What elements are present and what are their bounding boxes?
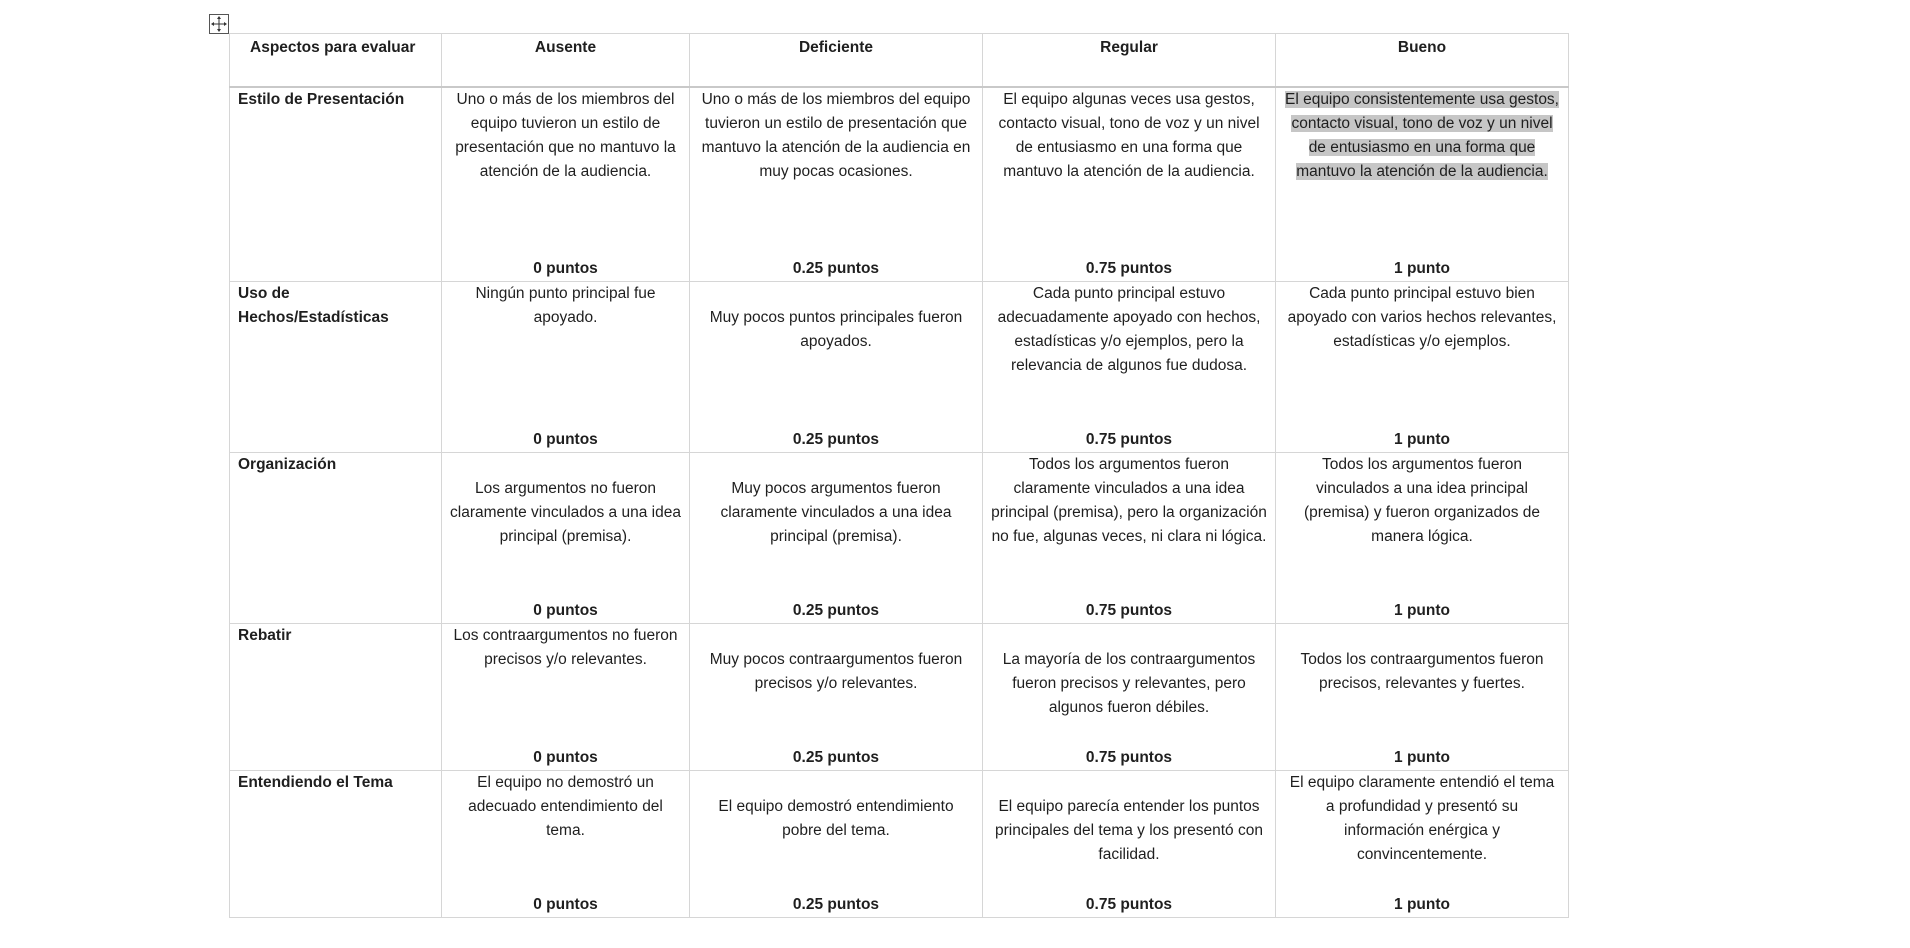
- criterion-text: La mayoría de los contraargumentos fueron precisos y relevantes, pero algunos fueron débiles.: [1002, 651, 1256, 716]
- criterion-text: El equipo no demostró un adecuado entendimiento del tema.: [468, 774, 663, 839]
- points-label: 1 punto: [1394, 896, 1450, 913]
- table-cell[interactable]: [983, 282, 1276, 453]
- table-cell[interactable]: [983, 771, 1276, 918]
- points-label: 0.25 puntos: [792, 602, 880, 619]
- points-label: 1 punto: [1394, 602, 1450, 619]
- criterion-text: El equipo claramente entendió el tema a profundidad y presentó su información enérgica y convincentemente.: [1289, 774, 1555, 863]
- table-cell[interactable]: [442, 624, 690, 771]
- table-cell[interactable]: [690, 624, 983, 771]
- table-cell[interactable]: [230, 624, 442, 771]
- header-deficiente[interactable]: Deficiente: [690, 34, 983, 88]
- points-label: 0 puntos: [533, 749, 598, 766]
- table-cell[interactable]: [690, 282, 983, 453]
- table-row: [230, 771, 1569, 918]
- table-cell[interactable]: [442, 282, 690, 453]
- aspect-label: Entendiendo el Tema: [238, 774, 393, 791]
- criterion-text: Muy pocos argumentos fueron claramente vinculados a una idea principal (premisa).: [720, 480, 952, 545]
- header-ausente[interactable]: Ausente: [442, 34, 690, 88]
- rubric-table: [229, 33, 1569, 918]
- table-row: [230, 87, 1569, 282]
- points-label: 0.25 puntos: [792, 749, 880, 766]
- table-cell[interactable]: [230, 282, 442, 453]
- criterion-text: Todos los contraargumentos fueron precisos, relevantes y fuertes.: [1300, 651, 1544, 692]
- table-cell[interactable]: [1276, 771, 1569, 918]
- criterion-text: Ningún punto principal fue apoyado.: [475, 285, 656, 326]
- points-label: 1 punto: [1394, 749, 1450, 766]
- table-cell[interactable]: [230, 87, 442, 282]
- criterion-text: Cada punto principal estuvo bien apoyado con varios hechos relevantes, estadísticas y/o ejemplos.: [1287, 285, 1557, 350]
- points-label: 0 puntos: [533, 260, 598, 277]
- highlighted-criterion-text[interactable]: El equipo consistentemente usa gestos, contacto visual, tono de voz y un nivel de entusiasmo en una forma que mantuvo la atención de la audiencia.: [1284, 91, 1559, 180]
- table-cell[interactable]: [442, 87, 690, 282]
- points-label: 1 punto: [1394, 431, 1450, 448]
- criterion-text: Los argumentos no fueron claramente vinculados a una idea principal (premisa).: [450, 480, 681, 545]
- table-cell[interactable]: [1276, 624, 1569, 771]
- table-row: [230, 453, 1569, 624]
- table-cell[interactable]: [442, 771, 690, 918]
- table-cell[interactable]: [230, 453, 442, 624]
- table-move-handle-icon[interactable]: [209, 14, 229, 34]
- table-cell[interactable]: [983, 624, 1276, 771]
- table-cell[interactable]: [983, 453, 1276, 624]
- points-label: 0 puntos: [533, 896, 598, 913]
- header-regular[interactable]: Regular: [983, 34, 1276, 88]
- points-label: 0.75 puntos: [1085, 602, 1173, 619]
- points-label: 0.75 puntos: [1085, 431, 1173, 448]
- table-cell[interactable]: [690, 771, 983, 918]
- table-cell[interactable]: [1276, 87, 1569, 282]
- points-label: 0 puntos: [533, 602, 598, 619]
- header-row: [230, 34, 1569, 88]
- points-label: 0.25 puntos: [792, 431, 880, 448]
- points-label: 1 punto: [1394, 260, 1450, 277]
- points-label: 0.75 puntos: [1085, 260, 1173, 277]
- aspect-label: Uso de Hechos/Estadísticas: [238, 285, 389, 326]
- criterion-text: Uno o más de los miembros del equipo tuvieron un estilo de presentación que mantuvo la atención de la audiencia en muy pocas ocasiones.: [701, 91, 971, 180]
- points-label: 0 puntos: [533, 431, 598, 448]
- criterion-text: Muy pocos contraargumentos fueron precisos y/o relevantes.: [709, 651, 963, 692]
- header-aspect[interactable]: Aspectos para evaluar: [230, 34, 442, 88]
- table-cell[interactable]: [690, 453, 983, 624]
- criterion-text: Muy pocos puntos principales fueron apoyados.: [709, 309, 963, 350]
- points-label: 0.25 puntos: [792, 896, 880, 913]
- table-cell[interactable]: [983, 87, 1276, 282]
- table-cell[interactable]: [1276, 453, 1569, 624]
- criterion-text: El equipo demostró entendimiento pobre del tema.: [718, 798, 954, 839]
- table-cell[interactable]: [690, 87, 983, 282]
- table-cell[interactable]: [442, 453, 690, 624]
- aspect-label: Organización: [238, 456, 337, 473]
- table-cell[interactable]: [230, 771, 442, 918]
- criterion-text: Los contraargumentos no fueron precisos y/o relevantes.: [453, 627, 678, 668]
- table-cell[interactable]: [1276, 282, 1569, 453]
- points-label: 0.75 puntos: [1085, 749, 1173, 766]
- aspect-label: Estilo de Presentación: [238, 91, 405, 108]
- criterion-text: El equipo algunas veces usa gestos, contacto visual, tono de voz y un nivel de entusiasmo en una forma que mantuvo la atención de la audiencia.: [998, 91, 1260, 180]
- points-label: 0.25 puntos: [792, 260, 880, 277]
- table-row: [230, 282, 1569, 453]
- table-row: [230, 624, 1569, 771]
- criterion-text: Todos los argumentos fueron claramente vinculados a una idea principal (premisa), pero la organización no fue, algunas veces, ni clara ni lógica.: [991, 456, 1267, 545]
- header-bueno[interactable]: Bueno: [1276, 34, 1569, 88]
- criterion-text: El equipo parecía entender los puntos principales del tema y los presentó con facilidad.: [995, 798, 1263, 863]
- criterion-text: Cada punto principal estuvo adecuadamente apoyado con hechos, estadísticas y/o ejemplos, pero la relevancia de algunos fue dudosa.: [997, 285, 1261, 374]
- criterion-text: Uno o más de los miembros del equipo tuvieron un estilo de presentación que no mantuvo la atención de la audiencia.: [455, 91, 676, 180]
- points-label: 0.75 puntos: [1085, 896, 1173, 913]
- criterion-text: Todos los argumentos fueron vinculados a una idea principal (premisa) y fueron organizados de manera lógica.: [1303, 456, 1541, 545]
- aspect-label: Rebatir: [238, 627, 292, 644]
